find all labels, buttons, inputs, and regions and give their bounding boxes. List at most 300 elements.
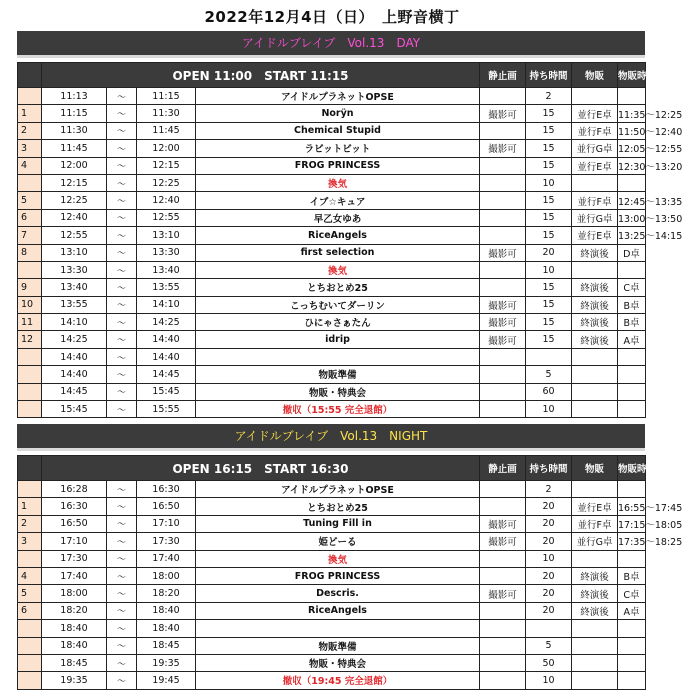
photo-permission-cell: 撮影可 bbox=[480, 331, 526, 348]
duration-cell: 15 bbox=[526, 122, 572, 139]
photo-permission-cell bbox=[480, 209, 526, 226]
day-header-still: 静止画 bbox=[480, 63, 526, 88]
performer-name-cell: 物販・特典会 bbox=[196, 383, 480, 400]
table-row bbox=[18, 296, 646, 313]
row-number-cell bbox=[18, 88, 42, 105]
start-time-cell: 14:10 bbox=[42, 314, 107, 331]
performer-name-cell: こっちむいてダーリン bbox=[196, 296, 480, 313]
performer-name-cell: first selection bbox=[196, 244, 480, 261]
row-number-cell: 12 bbox=[18, 331, 42, 348]
tilde-separator-cell: ～ bbox=[107, 261, 137, 278]
performer-name-cell: イブ☆キュア bbox=[196, 192, 480, 209]
row-number-cell: 3 bbox=[18, 140, 42, 157]
sales-time-cell: 13:25～14:15 bbox=[618, 227, 646, 244]
tilde-separator-cell: ～ bbox=[107, 348, 137, 365]
performer-name-cell: 物販準備 bbox=[196, 366, 480, 383]
duration-cell: 20 bbox=[526, 585, 572, 602]
duration-cell: 15 bbox=[526, 105, 572, 122]
start-time-cell: 17:30 bbox=[42, 550, 107, 567]
row-number-cell: 1 bbox=[18, 105, 42, 122]
performer-name-cell: 換気 bbox=[196, 174, 480, 191]
tilde-separator-cell: ～ bbox=[107, 314, 137, 331]
end-time-cell: 13:55 bbox=[137, 279, 196, 296]
photo-permission-cell bbox=[480, 481, 526, 498]
photo-permission-cell bbox=[480, 498, 526, 515]
performer-name-cell: Chemical Stupid bbox=[196, 122, 480, 139]
table-row bbox=[18, 567, 646, 584]
duration-cell: 50 bbox=[526, 654, 572, 671]
table-row bbox=[18, 515, 646, 532]
start-time-cell: 12:55 bbox=[42, 227, 107, 244]
duration-cell: 20 bbox=[526, 533, 572, 550]
sales-type-cell bbox=[572, 654, 618, 671]
start-time-cell: 13:30 bbox=[42, 261, 107, 278]
tilde-separator-cell: ～ bbox=[107, 515, 137, 532]
photo-permission-cell: 撮影可 bbox=[480, 296, 526, 313]
sales-time-cell bbox=[618, 654, 646, 671]
sales-type-cell: 並行E卓 bbox=[572, 227, 618, 244]
start-time-cell: 15:45 bbox=[42, 401, 107, 418]
duration-cell: 20 bbox=[526, 602, 572, 619]
night-table-body bbox=[18, 481, 682, 690]
end-time-cell: 15:55 bbox=[137, 401, 196, 418]
start-time-cell: 11:30 bbox=[42, 122, 107, 139]
row-number-cell bbox=[18, 174, 42, 191]
start-time-cell: 12:25 bbox=[42, 192, 107, 209]
sales-time-cell: A卓 bbox=[618, 602, 646, 619]
end-time-cell: 11:45 bbox=[137, 122, 196, 139]
sales-type-cell: 並行G卓 bbox=[572, 533, 618, 550]
table-row bbox=[18, 192, 646, 209]
duration-cell: 15 bbox=[526, 279, 572, 296]
tilde-separator-cell: ～ bbox=[107, 585, 137, 602]
sales-type-cell bbox=[572, 261, 618, 278]
start-time-cell: 16:30 bbox=[42, 498, 107, 515]
performer-name-cell: 換気 bbox=[196, 550, 480, 567]
table-row bbox=[18, 366, 646, 383]
photo-permission-cell bbox=[480, 88, 526, 105]
day-banner bbox=[17, 31, 645, 58]
performer-name-cell: ひにゃさぁたん bbox=[196, 314, 480, 331]
start-time-cell: 18:20 bbox=[42, 602, 107, 619]
start-time-cell: 17:10 bbox=[42, 533, 107, 550]
tilde-separator-cell: ～ bbox=[107, 279, 137, 296]
duration-cell: 5 bbox=[526, 366, 572, 383]
performer-name-cell: ラビットビット bbox=[196, 140, 480, 157]
start-time-cell: 11:13 bbox=[42, 88, 107, 105]
table-row bbox=[18, 88, 646, 105]
sales-time-cell: B卓 bbox=[618, 314, 646, 331]
duration-cell: 15 bbox=[526, 331, 572, 348]
row-number-cell: 1 bbox=[18, 498, 42, 515]
row-number-cell: 6 bbox=[18, 209, 42, 226]
photo-permission-cell bbox=[480, 620, 526, 637]
sales-type-cell bbox=[572, 481, 618, 498]
sales-time-cell: 13:00～13:50 bbox=[618, 209, 646, 226]
night-header-sales: 物販 bbox=[572, 456, 618, 481]
sales-type-cell: 終演後 bbox=[572, 331, 618, 348]
sales-type-cell: 並行E卓 bbox=[572, 105, 618, 122]
night-header-still: 静止画 bbox=[480, 456, 526, 481]
end-time-cell: 14:25 bbox=[137, 314, 196, 331]
end-time-cell: 18:40 bbox=[137, 620, 196, 637]
photo-permission-cell bbox=[480, 227, 526, 244]
tilde-separator-cell: ～ bbox=[107, 227, 137, 244]
start-time-cell: 17:40 bbox=[42, 567, 107, 584]
photo-permission-cell bbox=[480, 192, 526, 209]
performer-name-cell: 早乙女ゆあ bbox=[196, 209, 480, 226]
performer-name-cell: Norÿn bbox=[196, 105, 480, 122]
start-time-cell: 19:35 bbox=[42, 672, 107, 689]
performer-name-cell: RiceAngels bbox=[196, 602, 480, 619]
sales-type-cell: 並行E卓 bbox=[572, 157, 618, 174]
table-row bbox=[18, 331, 646, 348]
sales-time-cell: 16:55～17:45 bbox=[618, 498, 646, 515]
night-header-row bbox=[18, 456, 646, 481]
tilde-separator-cell: ～ bbox=[107, 672, 137, 689]
night-open-start: OPEN 16:15 START 16:30 bbox=[42, 456, 480, 481]
row-number-cell: 4 bbox=[18, 567, 42, 584]
sales-time-cell: 17:35～18:25 bbox=[618, 533, 646, 550]
row-number-cell: 3 bbox=[18, 533, 42, 550]
end-time-cell: 13:30 bbox=[137, 244, 196, 261]
end-time-cell: 17:30 bbox=[137, 533, 196, 550]
tilde-separator-cell: ～ bbox=[107, 654, 137, 671]
photo-permission-cell bbox=[480, 672, 526, 689]
photo-permission-cell: 撮影可 bbox=[480, 140, 526, 157]
end-time-cell: 12:25 bbox=[137, 174, 196, 191]
sales-time-cell: 17:15～18:05 bbox=[618, 515, 646, 532]
tilde-separator-cell: ～ bbox=[107, 209, 137, 226]
performer-name-cell: Tuning Fill in bbox=[196, 515, 480, 532]
photo-permission-cell bbox=[480, 366, 526, 383]
sales-type-cell: 終演後 bbox=[572, 567, 618, 584]
tilde-separator-cell: ～ bbox=[107, 157, 137, 174]
performer-name-cell: アイドルプラネットOPSE bbox=[196, 88, 480, 105]
tilde-separator-cell: ～ bbox=[107, 192, 137, 209]
tilde-separator-cell: ～ bbox=[107, 331, 137, 348]
sales-type-cell: 終演後 bbox=[572, 296, 618, 313]
sales-type-cell bbox=[572, 383, 618, 400]
table-row bbox=[18, 654, 646, 671]
performer-name-cell: 姫どーる bbox=[196, 533, 480, 550]
day-table-body bbox=[18, 88, 682, 418]
tilde-separator-cell: ～ bbox=[107, 122, 137, 139]
photo-permission-cell bbox=[480, 401, 526, 418]
sales-type-cell bbox=[572, 637, 618, 654]
sales-type-cell: 並行F卓 bbox=[572, 192, 618, 209]
table-row bbox=[18, 157, 646, 174]
table-row bbox=[18, 279, 646, 296]
row-number-cell bbox=[18, 366, 42, 383]
start-time-cell: 13:40 bbox=[42, 279, 107, 296]
start-time-cell: 18:45 bbox=[42, 654, 107, 671]
row-number-cell bbox=[18, 550, 42, 567]
start-time-cell: 14:40 bbox=[42, 366, 107, 383]
night-header-duration: 持ち時間 bbox=[526, 456, 572, 481]
row-number-cell bbox=[18, 654, 42, 671]
performer-name-cell: FROG PRINCESS bbox=[196, 157, 480, 174]
sales-type-cell bbox=[572, 620, 618, 637]
row-number-cell: 9 bbox=[18, 279, 42, 296]
sales-type-cell: 並行E卓 bbox=[572, 498, 618, 515]
table-row bbox=[18, 105, 646, 122]
performer-name-cell bbox=[196, 620, 480, 637]
tilde-separator-cell: ～ bbox=[107, 401, 137, 418]
start-time-cell: 11:45 bbox=[42, 140, 107, 157]
performer-name-cell: アイドルプラネットOPSE bbox=[196, 481, 480, 498]
performer-name-cell: 撤収（15:55 完全退館） bbox=[196, 401, 480, 418]
end-time-cell: 12:40 bbox=[137, 192, 196, 209]
night-section bbox=[17, 424, 682, 690]
row-number-cell: 11 bbox=[18, 314, 42, 331]
duration-cell: 20 bbox=[526, 498, 572, 515]
row-number-cell: 2 bbox=[18, 122, 42, 139]
table-row bbox=[18, 348, 646, 365]
sales-type-cell: 終演後 bbox=[572, 279, 618, 296]
duration-cell: 15 bbox=[526, 157, 572, 174]
table-row bbox=[18, 620, 646, 637]
duration-cell: 15 bbox=[526, 140, 572, 157]
table-row bbox=[18, 122, 646, 139]
end-time-cell: 11:15 bbox=[137, 88, 196, 105]
start-time-cell: 13:55 bbox=[42, 296, 107, 313]
table-row bbox=[18, 140, 646, 157]
table-row bbox=[18, 314, 646, 331]
start-time-cell: 12:00 bbox=[42, 157, 107, 174]
day-header-row bbox=[18, 63, 646, 88]
start-time-cell: 18:00 bbox=[42, 585, 107, 602]
end-time-cell: 18:00 bbox=[137, 567, 196, 584]
end-time-cell: 14:40 bbox=[137, 348, 196, 365]
tilde-separator-cell: ～ bbox=[107, 383, 137, 400]
performer-name-cell: とちおとめ25 bbox=[196, 279, 480, 296]
table-row bbox=[18, 602, 646, 619]
end-time-cell: 18:40 bbox=[137, 602, 196, 619]
sales-time-cell: B卓 bbox=[618, 567, 646, 584]
sales-time-cell: 12:30～13:20 bbox=[618, 157, 646, 174]
day-header-sales: 物販 bbox=[572, 63, 618, 88]
end-time-cell: 13:10 bbox=[137, 227, 196, 244]
sales-time-cell bbox=[618, 550, 646, 567]
sales-time-cell bbox=[618, 366, 646, 383]
performer-name-cell: 換気 bbox=[196, 261, 480, 278]
sales-type-cell bbox=[572, 174, 618, 191]
day-header-duration: 持ち時間 bbox=[526, 63, 572, 88]
duration-cell bbox=[526, 620, 572, 637]
sales-type-cell: 終演後 bbox=[572, 244, 618, 261]
row-number-cell: 4 bbox=[18, 157, 42, 174]
tilde-separator-cell: ～ bbox=[107, 567, 137, 584]
day-timetable bbox=[17, 62, 682, 418]
table-row bbox=[18, 244, 646, 261]
sales-time-cell bbox=[618, 401, 646, 418]
duration-cell: 15 bbox=[526, 209, 572, 226]
performer-name-cell: RiceAngels bbox=[196, 227, 480, 244]
performer-name-cell: 物販・特典会 bbox=[196, 654, 480, 671]
sales-type-cell: 並行G卓 bbox=[572, 209, 618, 226]
start-time-cell: 12:40 bbox=[42, 209, 107, 226]
sales-time-cell: 11:35～12:25 bbox=[618, 105, 646, 122]
photo-permission-cell bbox=[480, 174, 526, 191]
tilde-separator-cell: ～ bbox=[107, 174, 137, 191]
start-time-cell: 11:15 bbox=[42, 105, 107, 122]
photo-permission-cell: 撮影可 bbox=[480, 515, 526, 532]
row-number-cell bbox=[18, 620, 42, 637]
sales-time-cell: 12:05～12:55 bbox=[618, 140, 646, 157]
photo-permission-cell bbox=[480, 279, 526, 296]
photo-permission-cell bbox=[480, 654, 526, 671]
tilde-separator-cell: ～ bbox=[107, 244, 137, 261]
row-number-cell bbox=[18, 672, 42, 689]
tilde-separator-cell: ～ bbox=[107, 498, 137, 515]
sales-time-cell bbox=[618, 672, 646, 689]
photo-permission-cell: 撮影可 bbox=[480, 105, 526, 122]
table-row bbox=[18, 637, 646, 654]
duration-cell: 10 bbox=[526, 672, 572, 689]
table-row bbox=[18, 585, 646, 602]
sales-type-cell bbox=[572, 348, 618, 365]
day-header-corner bbox=[18, 63, 42, 88]
end-time-cell: 19:45 bbox=[137, 672, 196, 689]
start-time-cell: 13:10 bbox=[42, 244, 107, 261]
end-time-cell: 12:15 bbox=[137, 157, 196, 174]
start-time-cell: 18:40 bbox=[42, 620, 107, 637]
end-time-cell: 16:50 bbox=[137, 498, 196, 515]
sales-time-cell: B卓 bbox=[618, 296, 646, 313]
row-number-cell bbox=[18, 261, 42, 278]
photo-permission-cell bbox=[480, 567, 526, 584]
tilde-separator-cell: ～ bbox=[107, 366, 137, 383]
performer-name-cell: idrip bbox=[196, 331, 480, 348]
sales-time-cell bbox=[618, 383, 646, 400]
tilde-separator-cell: ～ bbox=[107, 140, 137, 157]
start-time-cell: 12:15 bbox=[42, 174, 107, 191]
sales-type-cell: 終演後 bbox=[572, 314, 618, 331]
performer-name-cell: FROG PRINCESS bbox=[196, 567, 480, 584]
day-section bbox=[17, 31, 682, 418]
row-number-cell bbox=[18, 348, 42, 365]
row-number-cell: 10 bbox=[18, 296, 42, 313]
page-title: 2022年12月4日（日） 上野音横丁 bbox=[204, 8, 460, 26]
duration-cell: 15 bbox=[526, 192, 572, 209]
end-time-cell: 14:45 bbox=[137, 366, 196, 383]
duration-cell: 5 bbox=[526, 637, 572, 654]
end-time-cell: 17:10 bbox=[137, 515, 196, 532]
row-number-cell bbox=[18, 401, 42, 418]
sales-time-cell: 11:50～12:40 bbox=[618, 122, 646, 139]
end-time-cell: 18:20 bbox=[137, 585, 196, 602]
duration-cell: 10 bbox=[526, 550, 572, 567]
row-number-cell: 2 bbox=[18, 515, 42, 532]
duration-cell: 20 bbox=[526, 515, 572, 532]
photo-permission-cell: 撮影可 bbox=[480, 533, 526, 550]
table-row bbox=[18, 550, 646, 567]
night-header-corner bbox=[18, 456, 42, 481]
night-timetable bbox=[17, 455, 682, 690]
day-header-sales-time: 物販時間 bbox=[618, 63, 646, 88]
table-row bbox=[18, 209, 646, 226]
night-banner-text: アイドルブレイブ Vol.13 NIGHT bbox=[234, 429, 428, 443]
tilde-separator-cell: ～ bbox=[107, 533, 137, 550]
sales-time-cell: A卓 bbox=[618, 331, 646, 348]
end-time-cell: 17:40 bbox=[137, 550, 196, 567]
tilde-separator-cell: ～ bbox=[107, 105, 137, 122]
sales-type-cell bbox=[572, 672, 618, 689]
photo-permission-cell bbox=[480, 157, 526, 174]
tilde-separator-cell: ～ bbox=[107, 296, 137, 313]
start-time-cell: 14:45 bbox=[42, 383, 107, 400]
duration-cell: 10 bbox=[526, 401, 572, 418]
sales-time-cell: D卓 bbox=[618, 244, 646, 261]
tilde-separator-cell: ～ bbox=[107, 637, 137, 654]
photo-permission-cell bbox=[480, 550, 526, 567]
sales-time-cell bbox=[618, 348, 646, 365]
start-time-cell: 18:40 bbox=[42, 637, 107, 654]
photo-permission-cell bbox=[480, 122, 526, 139]
table-row bbox=[18, 533, 646, 550]
day-banner-text: アイドルブレイブ Vol.13 DAY bbox=[241, 36, 421, 50]
row-number-cell bbox=[18, 481, 42, 498]
sales-type-cell: 終演後 bbox=[572, 602, 618, 619]
sales-time-cell bbox=[618, 88, 646, 105]
table-row bbox=[18, 227, 646, 244]
table-row bbox=[18, 401, 646, 418]
duration-cell: 60 bbox=[526, 383, 572, 400]
tilde-separator-cell: ～ bbox=[107, 550, 137, 567]
table-row bbox=[18, 261, 646, 278]
table-row bbox=[18, 383, 646, 400]
sales-type-cell: 並行F卓 bbox=[572, 515, 618, 532]
performer-name-cell bbox=[196, 348, 480, 365]
duration-cell: 10 bbox=[526, 174, 572, 191]
photo-permission-cell: 撮影可 bbox=[480, 314, 526, 331]
duration-cell: 15 bbox=[526, 227, 572, 244]
table-row bbox=[18, 672, 646, 689]
duration-cell: 2 bbox=[526, 481, 572, 498]
end-time-cell: 15:45 bbox=[137, 383, 196, 400]
sales-type-cell: 並行F卓 bbox=[572, 122, 618, 139]
table-row bbox=[18, 498, 646, 515]
sales-time-cell bbox=[618, 637, 646, 654]
photo-permission-cell bbox=[480, 348, 526, 365]
sales-time-cell: 12:45～13:35 bbox=[618, 192, 646, 209]
sales-type-cell: 終演後 bbox=[572, 585, 618, 602]
duration-cell bbox=[526, 348, 572, 365]
duration-cell: 10 bbox=[526, 261, 572, 278]
start-time-cell: 14:25 bbox=[42, 331, 107, 348]
row-number-cell bbox=[18, 383, 42, 400]
duration-cell: 20 bbox=[526, 244, 572, 261]
performer-name-cell: 撤収（19:45 完全退館） bbox=[196, 672, 480, 689]
sales-type-cell bbox=[572, 401, 618, 418]
performer-name-cell: 物販準備 bbox=[196, 637, 480, 654]
end-time-cell: 16:30 bbox=[137, 481, 196, 498]
photo-permission-cell bbox=[480, 261, 526, 278]
start-time-cell: 16:50 bbox=[42, 515, 107, 532]
end-time-cell: 12:00 bbox=[137, 140, 196, 157]
tilde-separator-cell: ～ bbox=[107, 88, 137, 105]
photo-permission-cell bbox=[480, 383, 526, 400]
sales-type-cell: 並行G卓 bbox=[572, 140, 618, 157]
duration-cell: 15 bbox=[526, 314, 572, 331]
end-time-cell: 14:10 bbox=[137, 296, 196, 313]
start-time-cell: 16:28 bbox=[42, 481, 107, 498]
sales-type-cell bbox=[572, 88, 618, 105]
row-number-cell: 5 bbox=[18, 585, 42, 602]
sales-time-cell bbox=[618, 481, 646, 498]
row-number-cell: 5 bbox=[18, 192, 42, 209]
